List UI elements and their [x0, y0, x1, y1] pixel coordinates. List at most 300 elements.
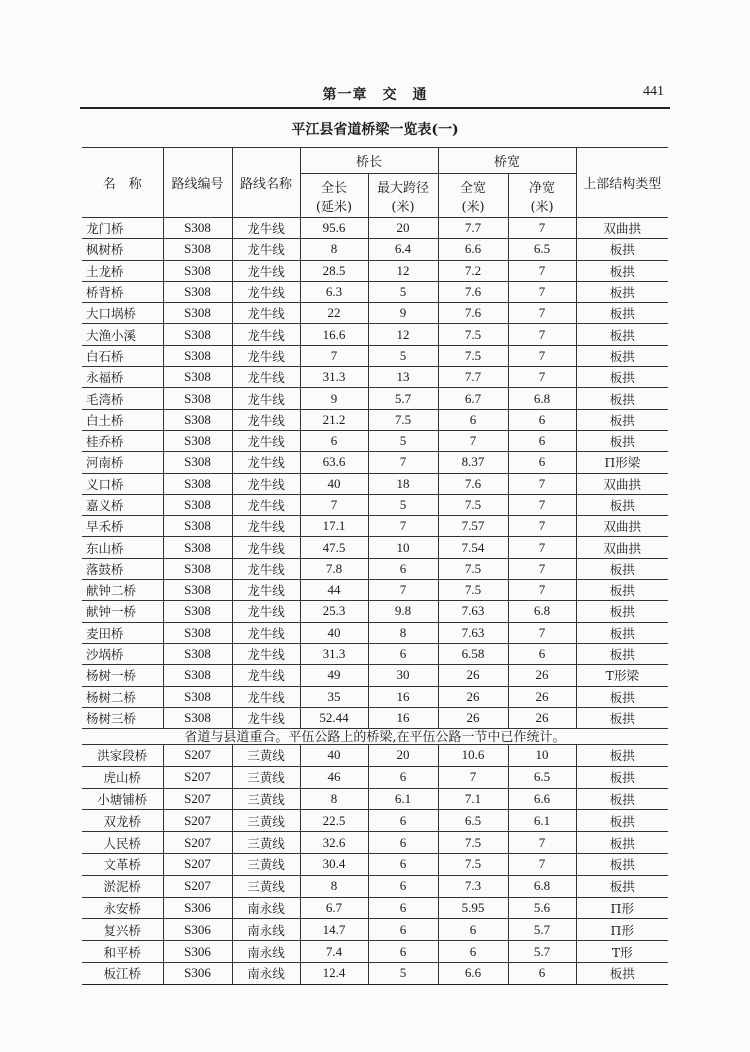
cell-net-width: 7 — [508, 558, 576, 579]
cell-route-no: S308 — [163, 580, 232, 601]
cell-route-name: 龙牛线 — [232, 345, 300, 366]
cell-net-width: 6 — [508, 962, 576, 984]
cell-full-width: 8.37 — [438, 452, 508, 473]
cell-max-span: 12 — [368, 324, 438, 345]
table-row — [82, 919, 668, 941]
cell-structure: 板拱 — [576, 367, 668, 388]
cell-max-span: 6 — [368, 643, 438, 664]
cell-name: 龙门桥 — [82, 218, 163, 239]
cell-name: 桥背桥 — [82, 281, 163, 302]
cell-name: 永福桥 — [82, 367, 163, 388]
table-row — [82, 686, 668, 707]
cell-route-no: S308 — [163, 686, 232, 707]
cell-route-no: S308 — [163, 622, 232, 643]
cell-structure: 板拱 — [576, 810, 668, 832]
cell-full-width: 7.5 — [438, 832, 508, 854]
cell-route-no: S308 — [163, 665, 232, 686]
cell-structure: 板拱 — [576, 601, 668, 622]
cell-route-no: S207 — [163, 853, 232, 875]
cell-total-length: 28.5 — [300, 260, 368, 281]
header-full-width — [438, 174, 508, 218]
cell-route-name: 龙牛线 — [232, 367, 300, 388]
cell-structure: 板拱 — [576, 494, 668, 515]
page-number: 441 — [643, 84, 664, 99]
cell-name: 枫树桥 — [82, 239, 163, 260]
cell-route-no: S308 — [163, 516, 232, 537]
cell-route-name: 南永线 — [232, 962, 300, 984]
unit: (米) — [461, 199, 485, 215]
table-row — [82, 367, 668, 388]
cell-total-length: 35 — [300, 686, 368, 707]
table-title: 平江县省道桥梁一览表(一) — [291, 122, 459, 138]
cell-route-name: 龙牛线 — [232, 409, 300, 430]
cell-route-no: S306 — [163, 941, 232, 963]
cell-route-no: S308 — [163, 239, 232, 260]
cell-net-width: 7 — [508, 622, 576, 643]
cell-name: 东山桥 — [82, 537, 163, 558]
cell-total-length: 14.7 — [300, 919, 368, 941]
cell-total-length: 16.6 — [300, 324, 368, 345]
cell-structure: 板拱 — [576, 875, 668, 897]
cell-structure: 双曲拱 — [576, 473, 668, 494]
table-row — [82, 788, 668, 810]
table-row — [82, 941, 668, 963]
table-row — [82, 260, 668, 281]
cell-net-width: 7 — [508, 324, 576, 345]
cell-route-no: S308 — [163, 430, 232, 451]
cell-structure: 板拱 — [576, 788, 668, 810]
cell-full-width: 6 — [438, 919, 508, 941]
cell-route-name: 龙牛线 — [232, 452, 300, 473]
cell-name: 大渔小溪 — [82, 324, 163, 345]
cell-net-width: 6.8 — [508, 388, 576, 409]
cell-net-width: 26 — [508, 707, 576, 728]
cell-route-name: 龙牛线 — [232, 516, 300, 537]
cell-total-length: 8 — [300, 788, 368, 810]
cell-net-width: 6 — [508, 452, 576, 473]
cell-max-span: 5 — [368, 962, 438, 984]
cell-structure: 板拱 — [576, 345, 668, 366]
cell-full-width: 7.2 — [438, 260, 508, 281]
cell-route-no: S207 — [163, 766, 232, 788]
cell-route-name: 三黄线 — [232, 810, 300, 832]
cell-max-span: 12 — [368, 260, 438, 281]
table-row — [82, 218, 668, 239]
cell-total-length: 63.6 — [300, 452, 368, 473]
cell-full-width: 6.5 — [438, 810, 508, 832]
cell-route-no: S308 — [163, 494, 232, 515]
table-row — [82, 580, 668, 601]
cell-net-width: 26 — [508, 686, 576, 707]
cell-route-name: 龙牛线 — [232, 707, 300, 728]
cell-full-width: 7.63 — [438, 622, 508, 643]
cell-route-no: S207 — [163, 832, 232, 854]
cell-structure: 板拱 — [576, 409, 668, 430]
cell-name: 土龙桥 — [82, 260, 163, 281]
cell-full-width: 7.1 — [438, 788, 508, 810]
cell-full-width: 7.3 — [438, 875, 508, 897]
table-row — [82, 409, 668, 430]
label: 全宽 — [460, 180, 487, 196]
cell-name: 淤泥桥 — [82, 875, 163, 897]
cell-total-length: 6.3 — [300, 281, 368, 302]
header-width-group: 桥宽 — [438, 148, 576, 174]
cell-max-span: 5 — [368, 345, 438, 366]
cell-route-name: 龙牛线 — [232, 643, 300, 664]
cell-max-span: 6 — [368, 832, 438, 854]
cell-name: 大口埚桥 — [82, 303, 163, 324]
cell-name: 文革桥 — [82, 853, 163, 875]
table-row — [82, 853, 668, 875]
cell-structure: 板拱 — [576, 643, 668, 664]
cell-net-width: 7 — [508, 260, 576, 281]
cell-net-width: 6 — [508, 430, 576, 451]
cell-name: 河南桥 — [82, 452, 163, 473]
cell-net-width: 10 — [508, 745, 576, 767]
cell-total-length: 21.2 — [300, 409, 368, 430]
cell-structure: T形梁 — [576, 665, 668, 686]
cell-name: 板江桥 — [82, 962, 163, 984]
cell-route-no: S308 — [163, 537, 232, 558]
cell-net-width: 7 — [508, 537, 576, 558]
cell-total-length: 7 — [300, 345, 368, 366]
header-structure: 上部结构类型 — [576, 148, 668, 218]
cell-full-width: 7.7 — [438, 218, 508, 239]
cell-structure: 双曲拱 — [576, 516, 668, 537]
header-route-name: 路线名称 — [232, 148, 300, 218]
cell-max-span: 6 — [368, 941, 438, 963]
cell-full-width: 7.63 — [438, 601, 508, 622]
cell-full-width: 7.6 — [438, 303, 508, 324]
cell-net-width: 5.7 — [508, 919, 576, 941]
cell-route-name: 龙牛线 — [232, 324, 300, 345]
cell-structure: Π形梁 — [576, 452, 668, 473]
table-row — [82, 622, 668, 643]
table-row — [82, 388, 668, 409]
cell-route-no: S207 — [163, 788, 232, 810]
cell-total-length: 40 — [300, 473, 368, 494]
cell-max-span: 6 — [368, 919, 438, 941]
cell-net-width: 7 — [508, 303, 576, 324]
cell-full-width: 7 — [438, 430, 508, 451]
cell-route-name: 三黄线 — [232, 832, 300, 854]
cell-route-name: 三黄线 — [232, 788, 300, 810]
cell-full-width: 6.58 — [438, 643, 508, 664]
cell-route-no: S207 — [163, 745, 232, 767]
cell-net-width: 7 — [508, 473, 576, 494]
table-row — [82, 430, 668, 451]
cell-total-length: 25.3 — [300, 601, 368, 622]
cell-route-name: 三黄线 — [232, 875, 300, 897]
cell-total-length: 12.4 — [300, 962, 368, 984]
cell-max-span: 6 — [368, 875, 438, 897]
cell-structure: 板拱 — [576, 766, 668, 788]
cell-route-name: 龙牛线 — [232, 303, 300, 324]
cell-full-width: 6 — [438, 409, 508, 430]
cell-net-width: 7 — [508, 853, 576, 875]
cell-net-width: 6.6 — [508, 788, 576, 810]
table-row — [82, 643, 668, 664]
cell-route-no: S306 — [163, 897, 232, 919]
cell-route-no: S308 — [163, 558, 232, 579]
table-row — [82, 601, 668, 622]
header-rule — [80, 107, 670, 109]
cell-route-name: 南永线 — [232, 941, 300, 963]
cell-full-width: 6.6 — [438, 962, 508, 984]
cell-structure: 双曲拱 — [576, 218, 668, 239]
cell-total-length: 22.5 — [300, 810, 368, 832]
cell-net-width: 6.1 — [508, 810, 576, 832]
cell-total-length: 9 — [300, 388, 368, 409]
cell-max-span: 9.8 — [368, 601, 438, 622]
cell-net-width: 7 — [508, 367, 576, 388]
cell-total-length: 8 — [300, 239, 368, 260]
cell-total-length: 32.6 — [300, 832, 368, 854]
cell-route-name: 南永线 — [232, 897, 300, 919]
cell-full-width: 7.5 — [438, 580, 508, 601]
cell-structure: 板拱 — [576, 260, 668, 281]
cell-max-span: 13 — [368, 367, 438, 388]
cell-max-span: 6 — [368, 897, 438, 919]
cell-max-span: 5 — [368, 281, 438, 302]
cell-max-span: 16 — [368, 686, 438, 707]
table-row — [82, 897, 668, 919]
cell-route-no: S308 — [163, 409, 232, 430]
table-row — [82, 766, 668, 788]
cell-total-length: 46 — [300, 766, 368, 788]
cell-total-length: 17.1 — [300, 516, 368, 537]
header-name: 名 称 — [82, 148, 163, 218]
cell-max-span: 6 — [368, 853, 438, 875]
cell-total-length: 44 — [300, 580, 368, 601]
table-row — [82, 665, 668, 686]
cell-route-no: S207 — [163, 875, 232, 897]
cell-route-no: S308 — [163, 643, 232, 664]
cell-name: 双龙桥 — [82, 810, 163, 832]
cell-net-width: 7 — [508, 516, 576, 537]
cell-max-span: 5 — [368, 494, 438, 515]
cell-name: 沙埚桥 — [82, 643, 163, 664]
cell-structure: 板拱 — [576, 853, 668, 875]
cell-max-span: 6 — [368, 810, 438, 832]
cell-route-no: S306 — [163, 919, 232, 941]
cell-max-span: 6.4 — [368, 239, 438, 260]
cell-structure: Π形 — [576, 919, 668, 941]
cell-max-span: 7 — [368, 516, 438, 537]
cell-name: 永安桥 — [82, 897, 163, 919]
cell-net-width: 5.6 — [508, 897, 576, 919]
header-net-width — [508, 174, 576, 218]
cell-full-width: 10.6 — [438, 745, 508, 767]
cell-full-width: 5.95 — [438, 897, 508, 919]
cell-name: 桂乔桥 — [82, 430, 163, 451]
cell-max-span: 7.5 — [368, 409, 438, 430]
cell-route-name: 龙牛线 — [232, 580, 300, 601]
cell-route-name: 龙牛线 — [232, 494, 300, 515]
cell-route-name: 龙牛线 — [232, 622, 300, 643]
cell-structure: 板拱 — [576, 686, 668, 707]
cell-total-length: 6.7 — [300, 897, 368, 919]
cell-structure: 板拱 — [576, 707, 668, 728]
cell-net-width: 6 — [508, 409, 576, 430]
table-row — [82, 537, 668, 558]
cell-max-span: 9 — [368, 303, 438, 324]
cell-structure: 板拱 — [576, 745, 668, 767]
table-row — [82, 962, 668, 984]
cell-total-length: 31.3 — [300, 643, 368, 664]
cell-route-name: 龙牛线 — [232, 218, 300, 239]
cell-route-name: 龙牛线 — [232, 430, 300, 451]
cell-net-width: 6.8 — [508, 875, 576, 897]
cell-full-width: 7 — [438, 766, 508, 788]
table-row — [82, 281, 668, 302]
cell-name: 杨树三桥 — [82, 707, 163, 728]
cell-route-name: 龙牛线 — [232, 601, 300, 622]
cell-max-span: 6 — [368, 766, 438, 788]
cell-name: 杨树二桥 — [82, 686, 163, 707]
cell-net-width: 7 — [508, 281, 576, 302]
cell-route-name: 龙牛线 — [232, 239, 300, 260]
cell-max-span: 5 — [368, 430, 438, 451]
cell-max-span: 7 — [368, 452, 438, 473]
cell-structure: 板拱 — [576, 388, 668, 409]
table-row — [82, 516, 668, 537]
cell-name: 白土桥 — [82, 409, 163, 430]
cell-max-span: 20 — [368, 745, 438, 767]
cell-route-name: 三黄线 — [232, 853, 300, 875]
cell-max-span: 10 — [368, 537, 438, 558]
cell-max-span: 5.7 — [368, 388, 438, 409]
cell-route-name: 三黄线 — [232, 766, 300, 788]
table-row — [82, 452, 668, 473]
cell-total-length: 7 — [300, 494, 368, 515]
cell-name: 麦田桥 — [82, 622, 163, 643]
cell-net-width: 26 — [508, 665, 576, 686]
cell-full-width: 7.5 — [438, 345, 508, 366]
cell-route-no: S306 — [163, 962, 232, 984]
cell-route-no: S308 — [163, 303, 232, 324]
cell-route-no: S308 — [163, 324, 232, 345]
cell-route-name: 龙牛线 — [232, 388, 300, 409]
cell-total-length: 52.44 — [300, 707, 368, 728]
cell-route-no: S308 — [163, 473, 232, 494]
cell-name: 杨树一桥 — [82, 665, 163, 686]
cell-net-width: 6.5 — [508, 239, 576, 260]
cell-net-width: 7 — [508, 832, 576, 854]
cell-max-span: 18 — [368, 473, 438, 494]
cell-name: 小塘铺桥 — [82, 788, 163, 810]
cell-route-no: S308 — [163, 260, 232, 281]
unit: (米) — [530, 199, 554, 215]
cell-name: 早禾桥 — [82, 516, 163, 537]
cell-name: 人民桥 — [82, 832, 163, 854]
cell-full-width: 7.5 — [438, 853, 508, 875]
table-note: 省道与县道重合。平伍公路上的桥梁,在平伍公路一节中已作统计。 — [184, 730, 566, 745]
cell-structure: T形 — [576, 941, 668, 963]
table-row — [82, 875, 668, 897]
cell-full-width: 6.7 — [438, 388, 508, 409]
cell-max-span: 20 — [368, 218, 438, 239]
cell-structure: Π形 — [576, 897, 668, 919]
cell-full-width: 6.6 — [438, 239, 508, 260]
cell-route-name: 龙牛线 — [232, 473, 300, 494]
cell-max-span: 6.1 — [368, 788, 438, 810]
cell-route-name: 龙牛线 — [232, 260, 300, 281]
unit: (延米) — [315, 199, 353, 215]
cell-net-width: 7 — [508, 218, 576, 239]
cell-route-no: S308 — [163, 218, 232, 239]
cell-structure: 板拱 — [576, 281, 668, 302]
cell-total-length: 40 — [300, 622, 368, 643]
label: 净宽 — [529, 180, 556, 196]
cell-route-no: S308 — [163, 281, 232, 302]
cell-name: 白石桥 — [82, 345, 163, 366]
table-row — [82, 558, 668, 579]
label: 最大跨径 — [377, 180, 430, 196]
table-row — [82, 832, 668, 854]
cell-structure: 板拱 — [576, 622, 668, 643]
cell-net-width: 7 — [508, 580, 576, 601]
cell-total-length: 95.6 — [300, 218, 368, 239]
cell-max-span: 7 — [368, 580, 438, 601]
cell-structure: 板拱 — [576, 324, 668, 345]
table-row — [82, 324, 668, 345]
cell-full-width: 7.5 — [438, 558, 508, 579]
cell-total-length: 40 — [300, 745, 368, 767]
label: 全长 — [320, 180, 347, 196]
cell-net-width: 6.8 — [508, 601, 576, 622]
header-total-length — [300, 174, 368, 218]
cell-total-length: 8 — [300, 875, 368, 897]
cell-total-length: 47.5 — [300, 537, 368, 558]
cell-total-length: 31.3 — [300, 367, 368, 388]
cell-structure: 板拱 — [576, 580, 668, 601]
cell-full-width: 7.57 — [438, 516, 508, 537]
cell-max-span: 16 — [368, 707, 438, 728]
cell-total-length: 30.4 — [300, 853, 368, 875]
cell-full-width: 7.54 — [438, 537, 508, 558]
cell-total-length: 22 — [300, 303, 368, 324]
unit: (米) — [391, 199, 415, 215]
cell-full-width: 26 — [438, 686, 508, 707]
cell-name: 毛湾桥 — [82, 388, 163, 409]
cell-structure: 板拱 — [576, 303, 668, 324]
cell-net-width: 6.5 — [508, 766, 576, 788]
cell-max-span: 8 — [368, 622, 438, 643]
cell-route-no: S207 — [163, 810, 232, 832]
cell-route-name: 龙牛线 — [232, 686, 300, 707]
cell-total-length: 7.4 — [300, 941, 368, 963]
table-row — [82, 303, 668, 324]
cell-net-width: 5.7 — [508, 941, 576, 963]
bridge-table — [82, 147, 668, 729]
cell-name: 落鼓桥 — [82, 558, 163, 579]
cell-total-length: 6 — [300, 430, 368, 451]
cell-total-length: 7.8 — [300, 558, 368, 579]
cell-route-no: S308 — [163, 707, 232, 728]
table-row — [82, 745, 668, 767]
cell-total-length: 49 — [300, 665, 368, 686]
cell-structure: 板拱 — [576, 962, 668, 984]
table-row — [82, 239, 668, 260]
running-header — [0, 84, 750, 104]
table-row — [82, 810, 668, 832]
cell-route-no: S308 — [163, 388, 232, 409]
cell-max-span: 6 — [368, 558, 438, 579]
cell-name: 虎山桥 — [82, 766, 163, 788]
table-row — [82, 494, 668, 515]
cell-name: 献钟一桥 — [82, 601, 163, 622]
